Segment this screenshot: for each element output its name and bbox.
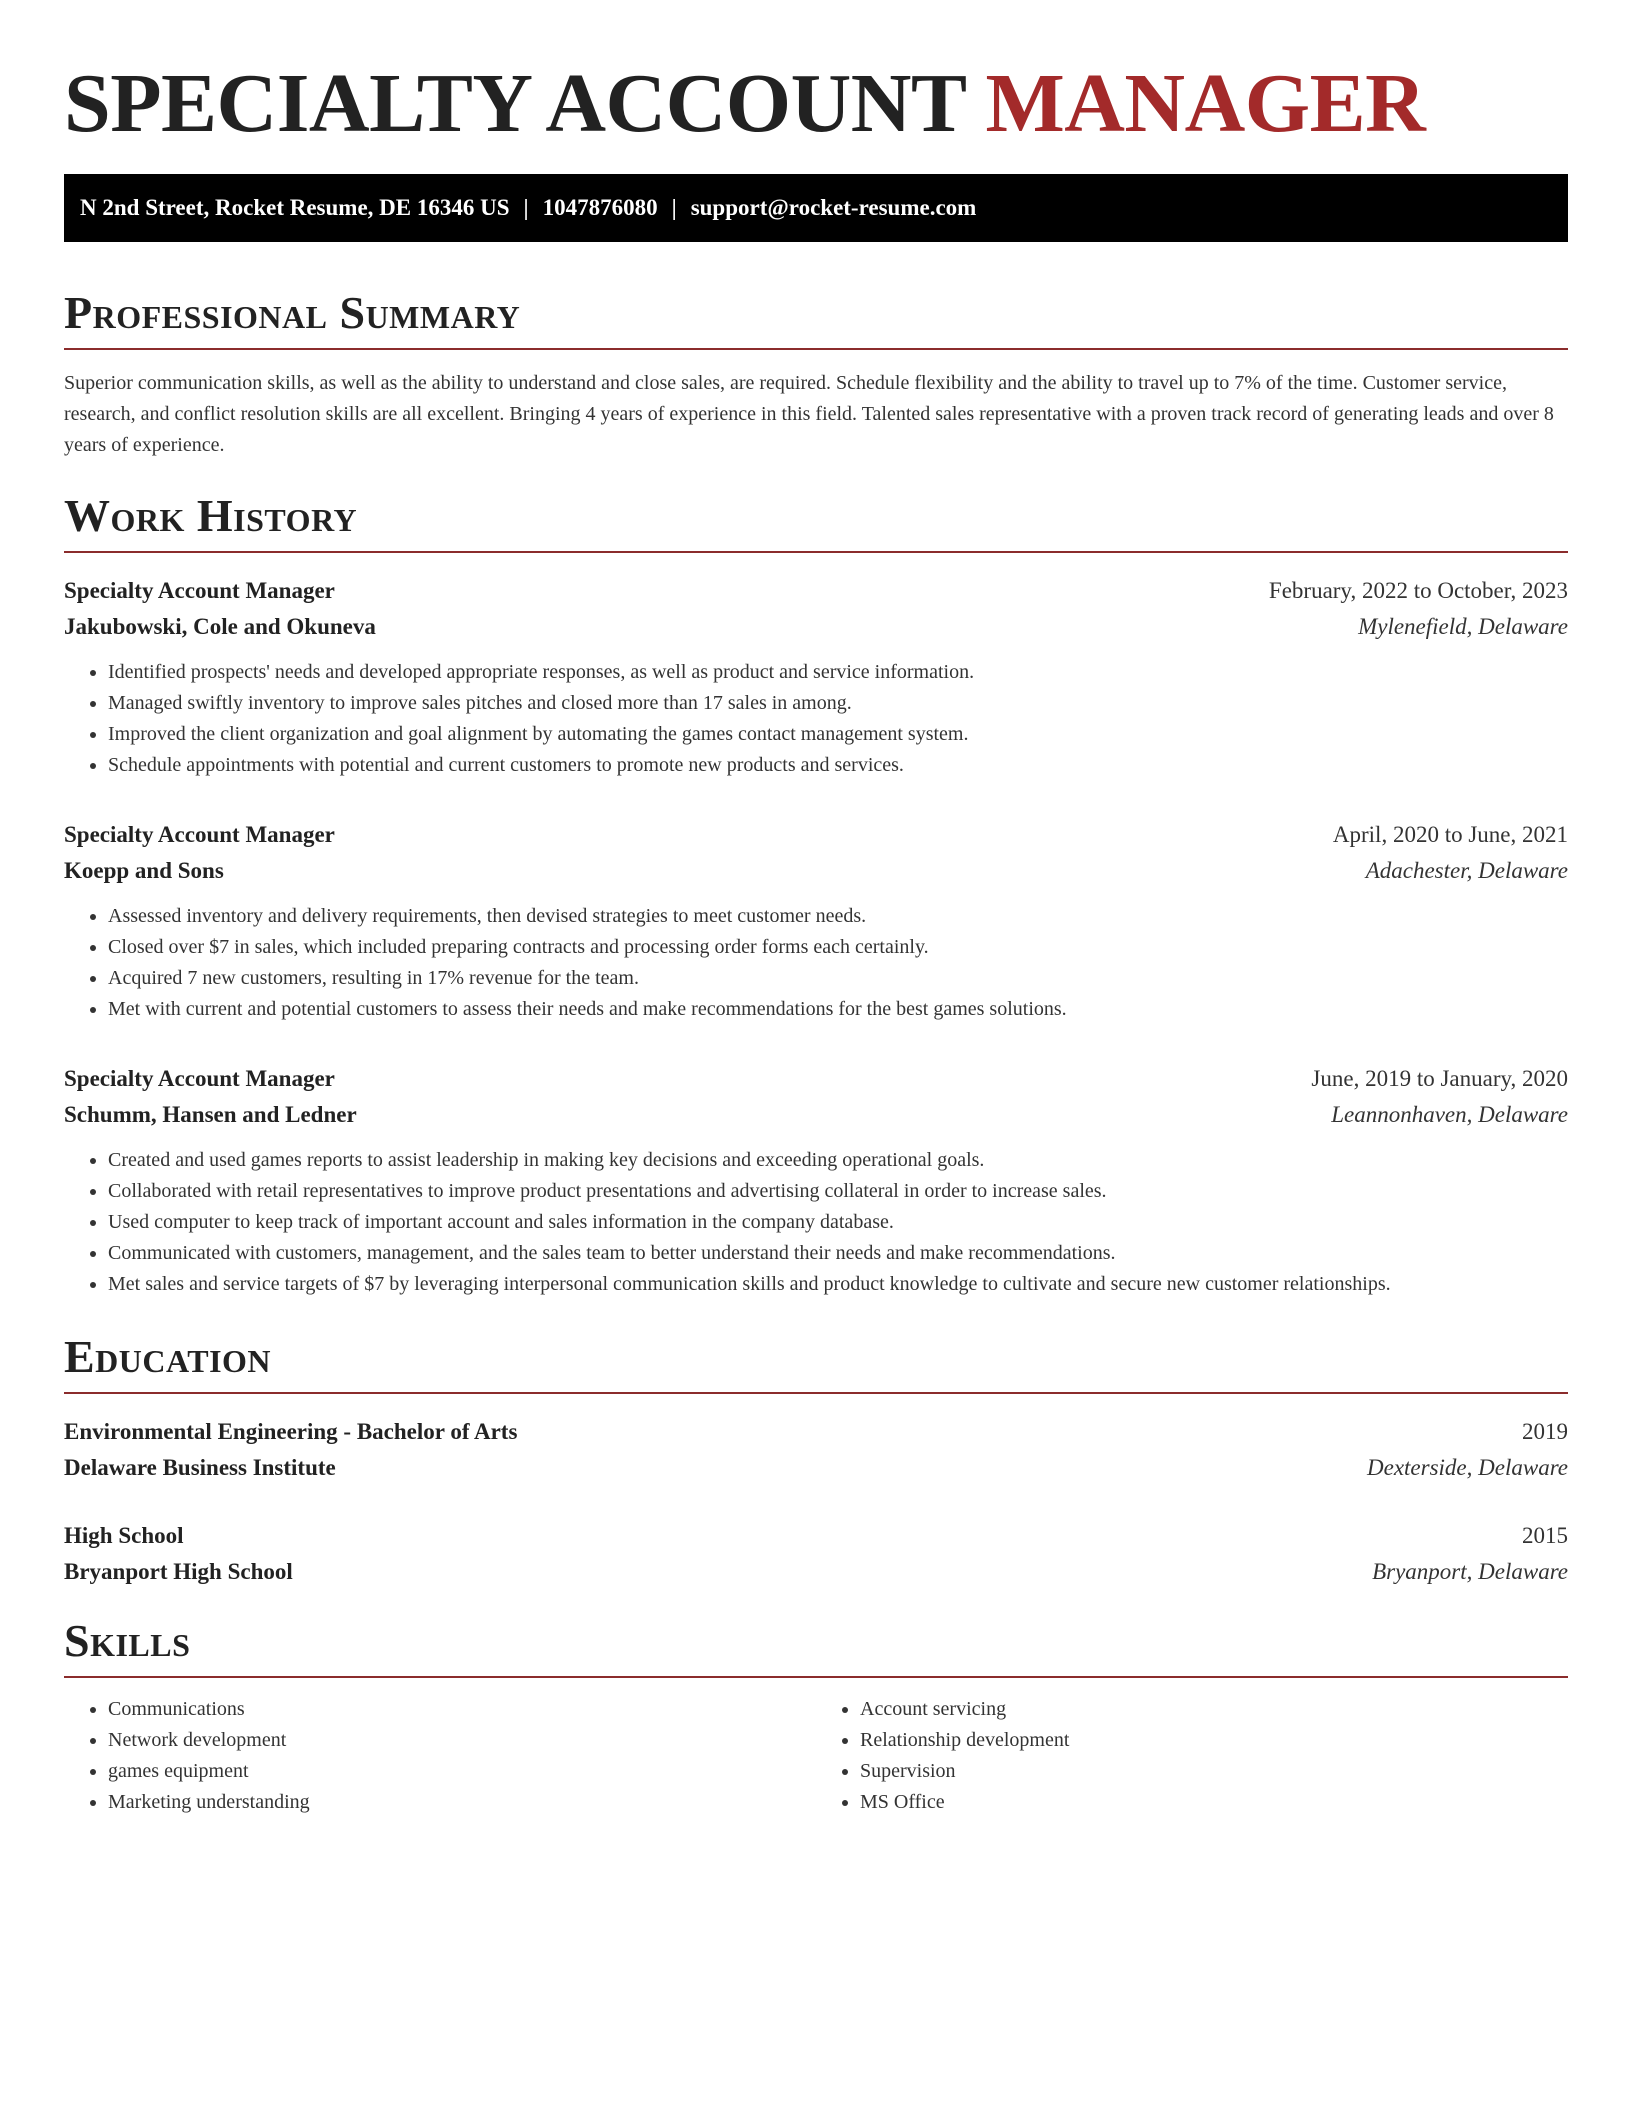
skill-item: • Network development	[108, 1725, 816, 1756]
job-bullet: • Identified prospects' needs and developed appropriate responses, as well as product and service information.	[108, 657, 1568, 688]
contact-separator: |	[671, 195, 677, 220]
skills-heading: Skills	[64, 1614, 1568, 1678]
job-bullet: • Communicated with customers, management, and the sales team to better understand their needs and make recommendations.	[108, 1238, 1568, 1269]
job-title: Specialty Account Manager	[64, 1066, 335, 1091]
job-location: Leannonhaven, Delaware	[1331, 1102, 1568, 1127]
job-bullet: • Closed over $7 in sales, which included preparing contracts and processing order forms each certainly.	[108, 932, 1568, 963]
job-company: Jakubowski, Cole and Okuneva	[64, 614, 376, 639]
skill-item: • Supervision	[860, 1756, 1568, 1787]
job-company: Koepp and Sons	[64, 858, 224, 883]
education-school: Bryanport High School	[64, 1559, 293, 1584]
summary-section	[64, 286, 1568, 461]
job-title: Specialty Account Manager	[64, 578, 335, 603]
job-location: Adachester, Delaware	[1365, 858, 1568, 883]
job-bullets	[64, 901, 1568, 1025]
skills-grid	[64, 1694, 1568, 1818]
job-dates: April, 2020 to June, 2021	[1332, 822, 1568, 847]
job-bullet: • Met sales and service targets of $7 by leveraging interpersonal communication skills and product knowledge to cultivate and secure new customer relationships.	[108, 1269, 1568, 1300]
job-title: Specialty Account Manager	[64, 822, 335, 847]
education-entry	[64, 1518, 1568, 1590]
education-year: 2015	[1522, 1523, 1568, 1548]
job-location: Mylenefield, Delaware	[1358, 614, 1568, 639]
skill-item: • MS Office	[860, 1787, 1568, 1818]
job-bullets	[64, 1145, 1568, 1300]
contact-phone[interactable]: 1047876080	[542, 195, 658, 220]
education-school: Delaware Business Institute	[64, 1455, 336, 1480]
job-bullet: • Used computer to keep track of important account and sales information in the company database.	[108, 1207, 1568, 1238]
job-dates: February, 2022 to October, 2023	[1268, 578, 1568, 603]
job-bullet: • Schedule appointments with potential and current customers to promote new products and services.	[108, 750, 1568, 781]
summary-heading: Professional Summary	[64, 286, 1568, 350]
skill-item: • Account servicing	[860, 1694, 1568, 1725]
work-history-heading: Work History	[64, 489, 1568, 553]
job-bullet: • Created and used games reports to assist leadership in making key decisions and exceeding operational goals.	[108, 1145, 1568, 1176]
education-degree: Environmental Engineering - Bachelor of Arts	[64, 1419, 518, 1444]
job-entry	[64, 573, 1568, 781]
skill-item: • games equipment	[108, 1756, 816, 1787]
resume-title	[64, 58, 1568, 150]
skills-column-right	[816, 1694, 1568, 1818]
skills-column-left	[64, 1694, 816, 1818]
education-heading: Education	[64, 1330, 1568, 1394]
summary-text: Superior communication skills, as well as the ability to understand and close sales, are required. Schedule flexibility and the ability to travel up to 7% of the time. Customer service, research, and conflict resolution skills are all excellent. Bringing 4 years of experience in this field. Talented sales representative with a proven track record of generating leads and over 8 years of experience.	[64, 372, 1554, 456]
education-year: 2019	[1522, 1419, 1568, 1444]
skill-item: • Relationship development	[860, 1725, 1568, 1756]
job-bullets	[64, 657, 1568, 781]
job-bullet: • Collaborated with retail representatives to improve product presentations and advertising collateral in order to increase sales.	[108, 1176, 1568, 1207]
education-location: Dexterside, Delaware	[1367, 1455, 1568, 1480]
job-bullet: • Assessed inventory and delivery requirements, then devised strategies to meet customer needs.	[108, 901, 1568, 932]
contact-email[interactable]: support@rocket-resume.com	[690, 195, 977, 220]
contact-bar	[64, 174, 1568, 242]
job-company: Schumm, Hansen and Ledner	[64, 1102, 357, 1127]
job-dates: June, 2019 to January, 2020	[1311, 1066, 1568, 1091]
education-section	[64, 1330, 1568, 1590]
contact-separator: |	[523, 195, 529, 220]
education-degree: High School	[64, 1523, 184, 1548]
education-entry	[64, 1414, 1568, 1486]
job-entry	[64, 1061, 1568, 1300]
job-bullet: • Managed swiftly inventory to improve sales pitches and closed more than 17 sales in among.	[108, 688, 1568, 719]
skills-section	[64, 1614, 1568, 1818]
skill-item: • Communications	[108, 1694, 816, 1725]
title-accent: MANAGER	[985, 57, 1426, 150]
job-bullet: • Met with current and potential customers to assess their needs and make recommendations for the best games solutions.	[108, 994, 1568, 1025]
job-bullet: • Improved the client organization and goal alignment by automating the games contact management system.	[108, 719, 1568, 750]
job-entry	[64, 817, 1568, 1025]
education-location: Bryanport, Delaware	[1372, 1559, 1568, 1584]
job-bullet: • Acquired 7 new customers, resulting in 17% revenue for the team.	[108, 963, 1568, 994]
contact-address: N 2nd Street, Rocket Resume, DE 16346 US	[80, 195, 510, 220]
skill-item: • Marketing understanding	[108, 1787, 816, 1818]
title-main: SPECIALTY ACCOUNT	[64, 57, 965, 150]
work-history-section	[64, 489, 1568, 1300]
